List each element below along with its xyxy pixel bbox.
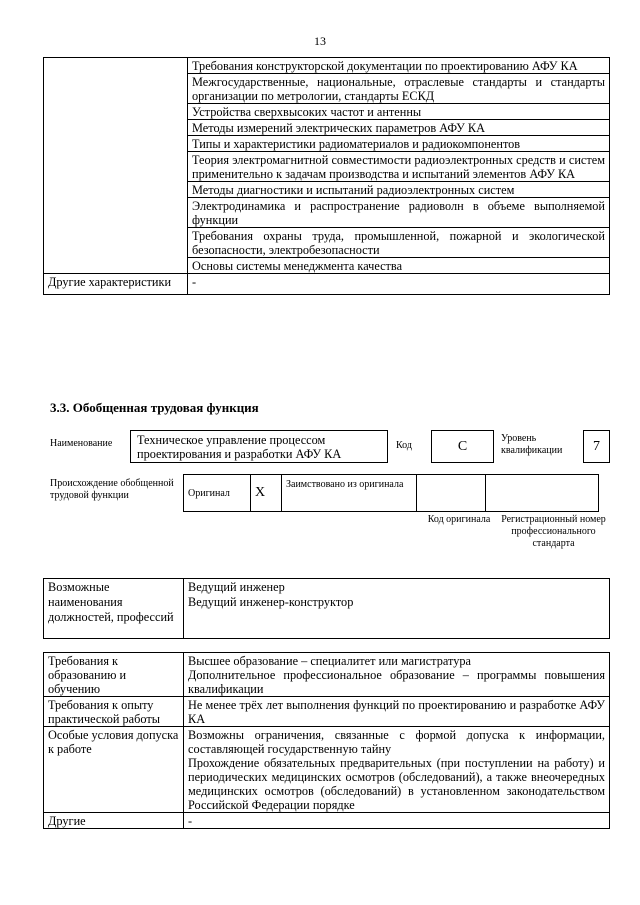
- position-item: Ведущий инженер-конструктор: [188, 595, 354, 609]
- table-row: [44, 727, 610, 813]
- experience-label: Требования к опыту практической работы: [44, 697, 184, 727]
- knowledge-item: Теория электромагнитной совместимости радиоэлектронных средств и систем применительно к задачам производства и испытаний элементов АФУ КА: [188, 152, 610, 182]
- origin-table: [183, 474, 599, 512]
- knowledge-item: Основы системы менеджмента качества: [188, 258, 610, 274]
- reg-number-caption: Регистрационный номер профессионального стандарта: [501, 514, 606, 549]
- conditions-table: [43, 652, 610, 829]
- table-row: [44, 579, 610, 639]
- table-row: [44, 58, 610, 74]
- other-characteristics-value: -: [188, 274, 610, 295]
- table-row: [44, 274, 610, 295]
- table-row: [44, 813, 610, 829]
- knowledge-item: Устройства сверхвысоких частот и антенны: [188, 104, 610, 120]
- knowledge-item: Методы диагностики и испытаний радиоэлектронных систем: [188, 182, 610, 198]
- section-title: 3.3. Обобщенная трудовая функция: [50, 400, 259, 415]
- code-label: Код: [396, 440, 412, 451]
- page-number: 13: [314, 34, 326, 48]
- positions-table: [43, 578, 610, 639]
- code-original-caption: Код оригинала: [427, 514, 491, 525]
- admission-item: Прохождение обязательных предварительных (при поступлении на работу) и периодических медицинских осмотров (обследований), а также внеочередных медицинских осмотров (обследований) в установленном законодательством Российской Федерации порядке: [188, 756, 605, 812]
- level-label: Уровень квалификации: [501, 433, 563, 456]
- original-mark: X: [251, 475, 282, 512]
- code-value: C: [431, 430, 494, 463]
- code-original-cell: [417, 475, 486, 512]
- knowledge-item: Требования конструкторской документации по проектированию АФУ КА: [188, 58, 610, 74]
- positions-label: Возможные наименования должностей, профессий: [44, 579, 184, 639]
- table-row: [184, 475, 599, 512]
- knowledge-item: Требования охраны труда, промышленной, пожарной и экологической безопасности, электробезопасности: [188, 228, 610, 258]
- admission-item: Возможны ограничения, связанные с формой допуска к информации, составляющей государственную тайну: [188, 728, 605, 756]
- reg-number-cell: [486, 475, 599, 512]
- label-cell: [44, 58, 188, 274]
- origin-label: Происхождение обобщенной трудовой функции: [50, 478, 174, 501]
- original-label: Оригинал: [184, 475, 251, 512]
- name-value: Техническое управление процессом проектирования и разработки АФУ КА: [130, 430, 388, 463]
- education-label: Требования к образованию и обучению: [44, 653, 184, 697]
- table-row: [44, 697, 610, 727]
- experience-value: Не менее трёх лет выполнения функций по проектированию и разработке АФУ КА: [184, 697, 610, 727]
- table-row: [44, 653, 610, 697]
- knowledge-item: Методы измерений электрических параметров АФУ КА: [188, 120, 610, 136]
- positions-values: [184, 579, 610, 639]
- knowledge-item: Типы и характеристики радиоматериалов и радиокомпонентов: [188, 136, 610, 152]
- education-item: Высшее образование – специалитет или магистратура: [188, 654, 471, 668]
- admission-label: Особые условия допуска к работе: [44, 727, 184, 813]
- education-item: Дополнительное профессиональное образование – программы повышения квалификации: [188, 668, 605, 696]
- knowledge-table: [43, 57, 610, 295]
- knowledge-item: Межгосударственные, национальные, отраслевые стандарты и стандарты организации по метрологии, стандарты ЕСКД: [188, 74, 610, 104]
- position-item: Ведущий инженер: [188, 580, 285, 594]
- name-label: Наименование: [50, 438, 113, 449]
- other-label: Другие: [44, 813, 184, 829]
- other-characteristics-label: Другие характеристики: [44, 274, 188, 295]
- education-values: [184, 653, 610, 697]
- knowledge-item: Электродинамика и распространение радиоволн в объеме выполняемой функции: [188, 198, 610, 228]
- borrowed-label: Заимствовано из оригинала: [282, 475, 417, 512]
- admission-values: [184, 727, 610, 813]
- other-value: -: [184, 813, 610, 829]
- level-value: 7: [583, 430, 610, 463]
